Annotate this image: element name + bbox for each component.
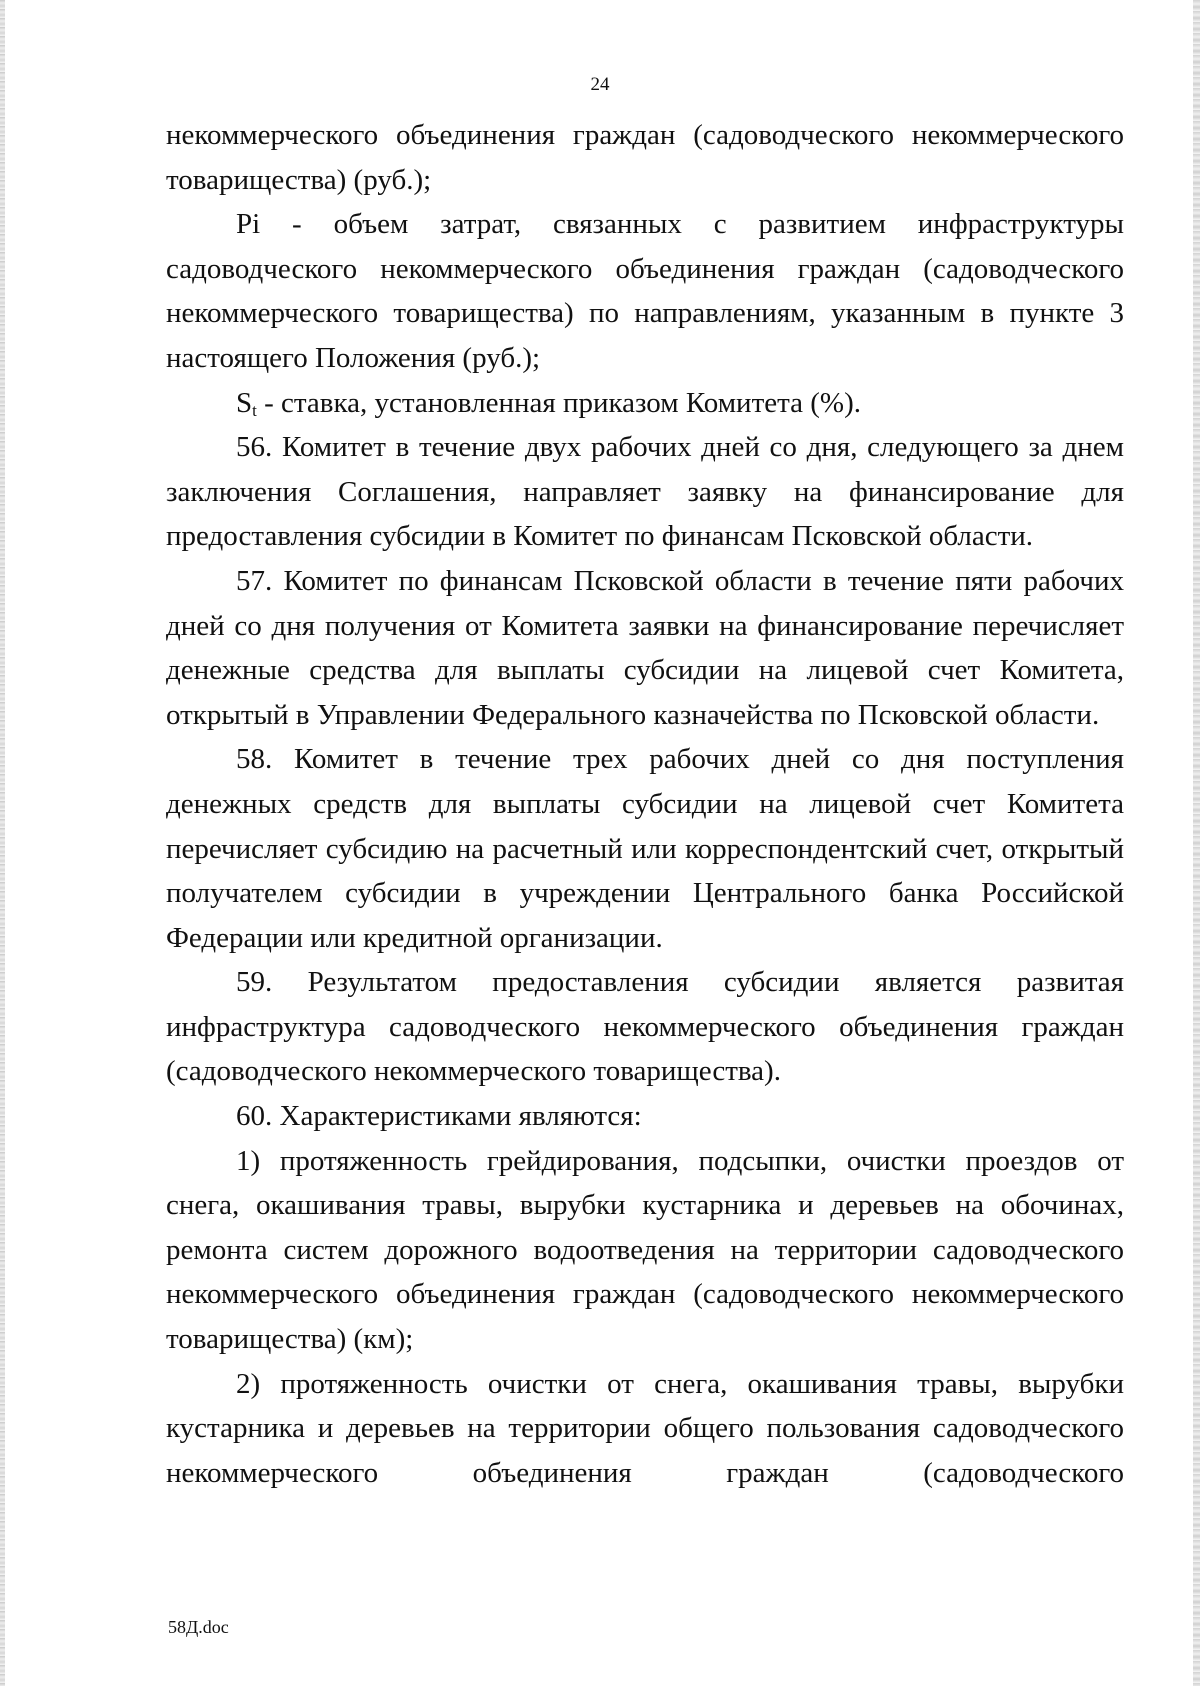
- body-text: [166, 113, 1124, 1495]
- paragraph-57: 57. Комитет по финансам Псковской области в течение пяти рабочих дней со дня получения от Комитета заявки на финансирование перечисляет денежные средства для выплаты субсидии на лицевой счет Комитета, открытый в Управлении Федерального казначейства по Псковской области.: [166, 564, 1124, 731]
- paragraph-continuation: некоммерческого объединения граждан (садоводческого некоммерческого товарищества) (руб.);: [166, 119, 1124, 196]
- paragraph-60-item-2: 2) протяженность очистки от снега, окашивания травы, вырубки кустарника и деревьев на территории общего пользования садоводческого некоммерческого объединения граждан (садоводческого: [166, 1367, 1124, 1489]
- page-number: 24: [590, 74, 610, 95]
- st-subscript: t: [252, 400, 257, 420]
- paragraph-60: 60. Характеристиками являются:: [236, 1100, 642, 1133]
- paragraph-56: 56. Комитет в течение двух рабочих дней со дня, следующего за днем заключения Соглашения, направляет заявку на финансирование для предоставления субсидии в Комитет по финансам Псковской области.: [166, 431, 1124, 553]
- st-symbol: S: [236, 386, 253, 419]
- paragraph-st-definition: [166, 381, 1124, 426]
- footer-filename: 58Д.doc: [168, 1617, 229, 1637]
- st-text: - ставка, установленная приказом Комитета (%).: [256, 386, 861, 419]
- paragraph-60-item-1: 1) протяженность грейдирования, подсыпки, очистки проездов от снега, окашивания травы, вырубки кустарника и деревьев на обочинах, ремонта систем дорожного водоотведения на территории садоводческого некоммерческого объединения граждан (садоводческого некоммерческого товарищества) (км);: [166, 1144, 1124, 1356]
- paragraph-58: 58. Комитет в течение трех рабочих дней со дня поступления денежных средств для выплаты субсидии на лицевой счет Комитета перечисляет субсидию на расчетный или корреспондентский счет, открытый получателем субсидии в учреждении Центрального банка Российской Федерации или кредитной организации.: [166, 743, 1124, 954]
- paragraph-pi-definition: Pi - объем затрат, связанных с развитием инфраструктуры садоводческого некоммерческого объединения граждан (садоводческого некоммерческого товарищества) по направлениям, указанным в пункте 3 настоящего Положения (руб.);: [166, 208, 1124, 374]
- scan-edge-right: [1193, 0, 1200, 1686]
- paragraph-59: 59. Результатом предоставления субсидии является развитая инфраструктура садоводческого некоммерческого объединения граждан (садоводческого некоммерческого товарищества).: [166, 966, 1124, 1088]
- scan-edge-left: [0, 0, 5, 1686]
